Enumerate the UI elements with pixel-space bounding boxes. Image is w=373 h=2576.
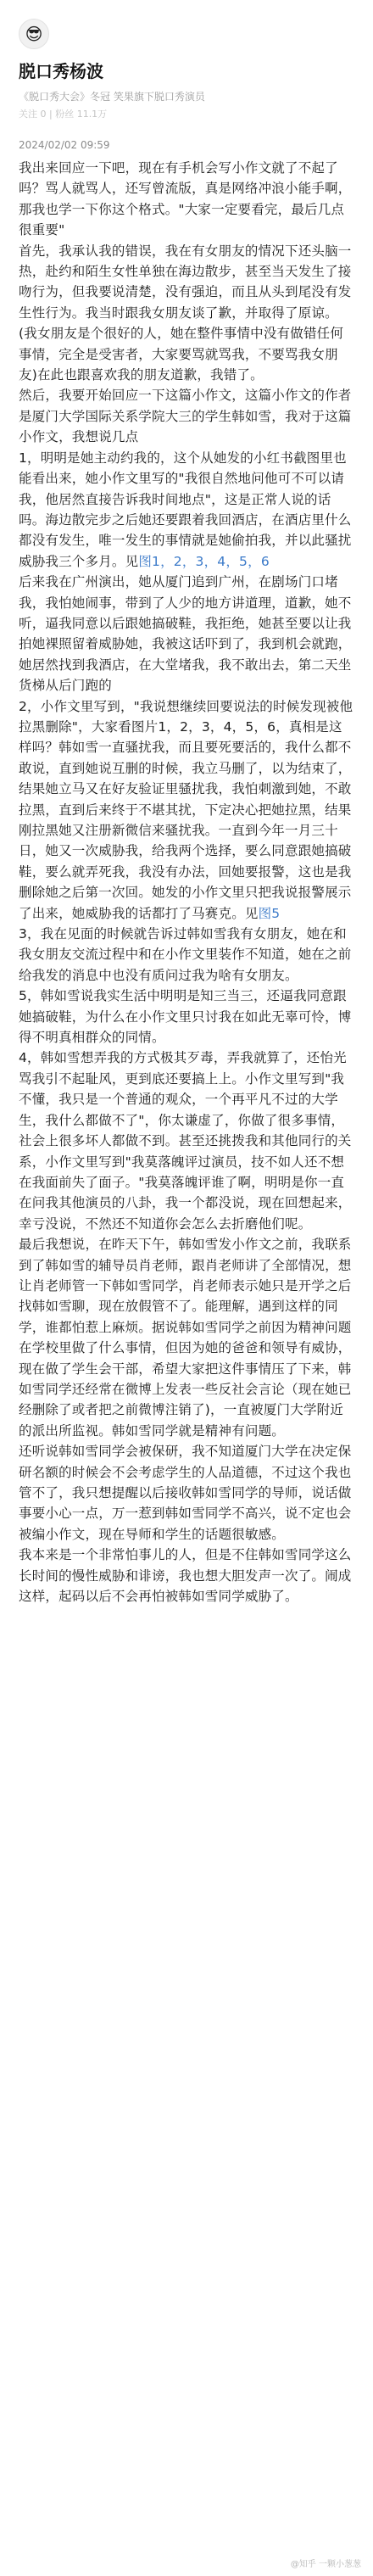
paragraph: 5，韩如雪说我实生活中明明是知三当三，还逼我同意跟她搞破鞋，为什么在小作文里只讨我在如此无辜可怜，博得不明真相群众的同情。: [19, 988, 352, 1046]
paragraph: 首先，我承认我的错误，我在有女朋友的情况下还头脑一热，赴约和陌生女性单独在海边散步，甚至当天发生了接吻行为，但我要说清楚，没有强迫，而且从头到尾没有发生性行为。我当时跟我女朋友谈了歉，并取得了原谅。(我女朋友是个很好的人，她在整件事情中没有做错任何事情，完全是受害者，大家要骂就骂我，不要骂我女朋友)在此也跟喜欢我的朋友道歉，我错了。: [19, 243, 352, 383]
avatar[interactable]: [19, 19, 49, 49]
figure-reference[interactable]: 图1，2，3，4，5，6: [138, 553, 270, 569]
paragraph: 后来我在广州演出，她从厦门追到广州，在剧场门口堵我，我怕她闹事，带到了人少的地方讲道理，道歉，她不听，逼我同意以后跟她搞破鞋，我拒绝，她甚至要以让我拍她裸照留着威胁她，我被这话吓到了，我到机会就跑，她居然找到我酒店，在大堂堵我，我不敢出去，第二天坐货梯从后门跑的: [19, 574, 352, 694]
paragraph-text: 2，小作文里写到，"我说想继续回要说法的时候发现被他拉黑删除"，大家看图片1，2，3，4，5，6，真相是这样吗？韩如雪一直骚扰我，而且要死要活的，我什么都不敢说，直到她说互删的时候，我立马删了，以为结束了，结果她立马又在好友验证里骚扰我，我怕刺激到她，不敢拉黑，直到后来终于不堪其扰，下定决心把她拉黑，结果刚拉黑她又注册新微信来骚扰我。一直到今年一月三十日，她又一次威胁我，给我两个选择，要么同意跟她搞破鞋，要么就弄死我，我没有办法，回她要报警，这也是我删除她之后第一次回。她发的小作文里只把我说报警展示了出来，她威胁我的话都打了马赛克。见: [19, 698, 354, 921]
post-content: [0, 158, 373, 1607]
author-meta: [19, 89, 354, 104]
paragraph: 4，韩如雪想弄我的方式极其歹毒，弄我就算了，还怡光骂我引不起耻风，更到底还要搞上上。小作文里写到"我不懂，我只是一个普通的观众，一个再平凡不过的大学生，我什么都做不了"，你太谦虚了，你做了很多事情，社会上很多坏人都做不到。甚至还挑拨我和其他同行的关系，小作文里写到"我莫落魄评过演员，技不如人还不想在我面前失了面子。"我莫落魄评谁了啊，明明是你一直在问我其他演员的八卦，我一个都没说，现在回想起来，幸亏没说，不然还不知道你会怎么去折磨他们呢。: [19, 1050, 352, 1232]
paragraph: 最后我想说，在昨天下午，韩如雪发小作文之前，我联系到了韩如雪的辅导员肖老师，跟肖老师讲了全部情况，想让肖老师管一下韩如雪同学，肖老师表示她只是开学之后找韩如雪聊，现在放假管不了。能理解，遇到这样的同学，谁都怕惹上麻烦。据说韩如雪同学之前因为精神问题在学校里做了什么事情，但因为她的爸爸和领导有威协，现在做了学生会干部，希望大家把这件事情压了下来，韩如雪同学还经常在微博上发表一些反社会言论（现在她已经删除了或者把之前微博注销了)，一直被厦门大学附近的派出所监视。韩如雪同学就是精神有问题。: [19, 1237, 352, 1439]
paragraph: 我本来是一个非常怕事儿的人，但是不住韩如雪同学这么长时间的慢性威胁和诽谤，我也想大胆发声一次了。闹成这样，起码以后不会再怕被韩如雪同学威胁了。: [19, 1547, 352, 1605]
paragraph: 3，我在见面的时候就告诉过韩如雪我有女朋友，她在和我女朋友交流过程中和在小作文里装作不知道，她在之前给我发的消息中也没有质问过我为啥有女朋友。: [19, 926, 352, 983]
paragraph: 还听说韩如雪同学会被保研，我不知道厦门大学在决定保研名额的时候会不会考虑学生的人品道德，不过这个我也管不了，我只想提醒以后接收韩如雪同学的导师，说话做事要小心一点，万一惹到韩如雪同学不高兴，说不定也会被编小作文，现在导师和学生的话题很敏感。: [19, 1444, 352, 1542]
avatar-icon: 😎: [25, 24, 43, 44]
paragraph-text: 1，明明是她主动约我的，这个从她发的小红书截图里也能看出来，她小作文里写的"我很自然地问他可不可以请我，他居然直接告诉我时间地点"，这是正常人说的话吗。海边散完步之后她还要跟着我回酒店，在酒店里什么都没有发生，唯一发生的事情就是她偷拍我，并以此骚扰威胁我三个多月。见: [19, 450, 352, 569]
paragraph: [19, 696, 354, 924]
paragraph: 然后，我要开始回应一下这篇小作文，这篇小作文的作者是厦门大学国际关系学院大三的学生韩如雪，我对于这篇小作文，我想说几点: [19, 388, 352, 445]
post-header: [0, 0, 373, 120]
author-stats: 关注 0 | 粉丝 11.1万: [19, 109, 108, 120]
paragraph: 我出来回应一下吧，现在有手机会写小作文就了不起了吗？骂人就骂人，还写曾流版，真是网络冲浪小能手啊，那我也学一下你这个格式。"大家一定要看完，最后几点很重要": [19, 160, 352, 238]
paragraph: [19, 448, 354, 572]
post-date: 2024/02/02 09:59: [19, 139, 110, 151]
figure-reference[interactable]: 图5: [258, 905, 281, 921]
page-title: 脱口秀杨波: [19, 61, 103, 81]
author-description: 《脱口秀大会》冬冠 笑果旗下脱口秀演员: [19, 91, 205, 103]
watermark: @知乎 一颗小葱葱: [290, 2560, 361, 2569]
